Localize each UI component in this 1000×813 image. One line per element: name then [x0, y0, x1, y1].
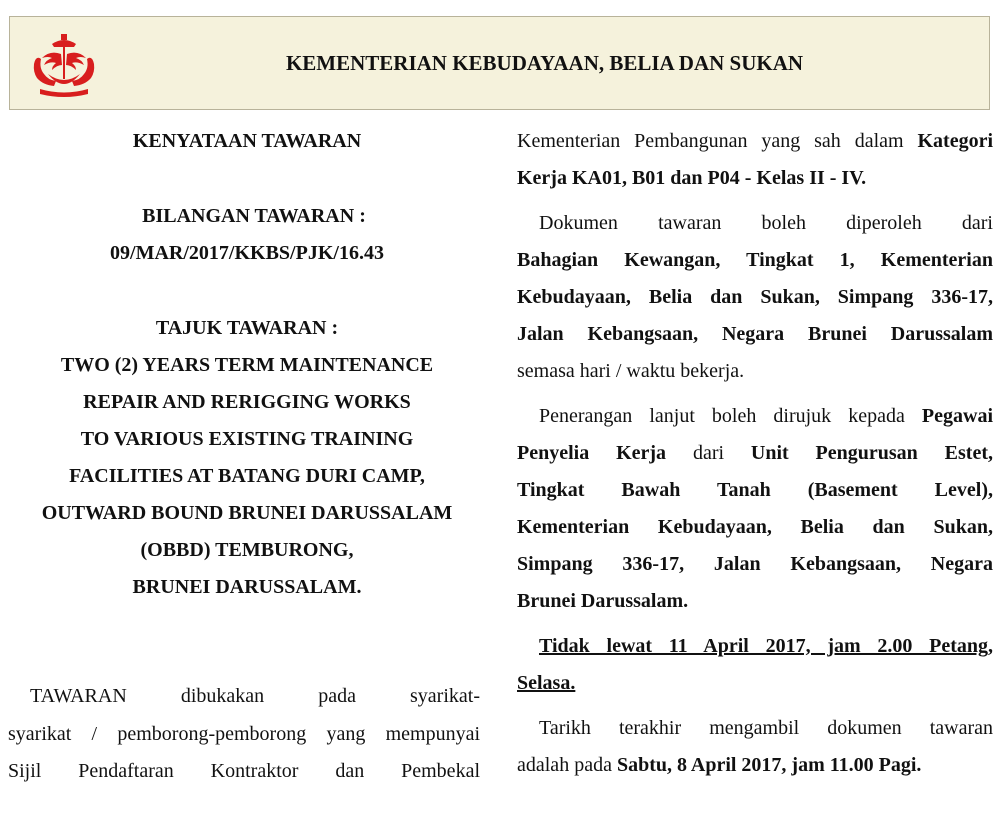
document-collection-paragraph: [517, 205, 993, 390]
tender-number-value: 09/MAR/2017/KKBS/PJK/16.43: [110, 242, 384, 264]
address-line: Jalan Kebangsaan, Negara Brunei Darussalam: [517, 323, 993, 345]
header-banner: [9, 16, 990, 110]
tender-title-line: FACILITIES AT BATANG DURI CAMP,: [69, 465, 425, 487]
tender-title-line: TO VARIOUS EXISTING TRAINING: [80, 428, 414, 450]
eligibility-paragraph: [8, 678, 480, 791]
address-line: Tingkat Bawah Tanah (Basement Level),: [517, 479, 993, 501]
category-highlight: Kerja KA01, B01 dan P04 - Kelas II - IV.: [517, 167, 867, 189]
deadline-line: Selasa.: [517, 672, 576, 694]
unit-highlight: Unit Pengurusan Estet,: [750, 442, 993, 464]
tender-number-label: BILANGAN TAWARAN :: [142, 205, 366, 227]
address-line: Kementerian Kebudayaan, Belia dan Sukan,: [517, 516, 993, 538]
tender-title-line: REPAIR AND RERIGGING WORKS: [83, 391, 411, 413]
address-line: Bahagian Kewangan, Tingkat 1, Kementerian: [517, 249, 993, 271]
closing-deadline: [517, 628, 993, 702]
contractor-registration-paragraph: [517, 123, 993, 197]
tender-title-line: OUTWARD BOUND BRUNEI DARUSSALAM: [41, 502, 453, 524]
paragraph-line: Penyelia Kerja dari Unit Pengurusan Estet,: [517, 442, 993, 464]
paragraph-line: syarikat / pemborong-pemborong yang mempunyai: [8, 722, 480, 745]
further-info-paragraph: [517, 398, 993, 620]
tender-title-line: TWO (2) YEARS TERM MAINTENANCE: [60, 354, 434, 376]
paragraph-line: Sijil Pendaftaran Kontraktor dan Pembekal: [8, 760, 480, 782]
date-highlight: Sabtu, 8 April 2017, jam 11.00 Pagi.: [616, 754, 922, 776]
paragraph-line: Tarikh terakhir mengambil dokumen tawaran: [539, 717, 993, 739]
address-line: Simpang 336-17, Jalan Kebangsaan, Negara: [517, 553, 993, 575]
paragraph-line: Dokumen tawaran boleh diperoleh dari: [539, 212, 993, 234]
address-line: Brunei Darussalam.: [517, 590, 689, 612]
paragraph-line: Kementerian Pembangunan yang sah dalam Kategori: [517, 130, 994, 152]
right-column: [517, 123, 993, 792]
paragraph-line: adalah pada Sabtu, 8 April 2017, jam 11.00 Pagi.: [517, 754, 922, 776]
officer-highlight: Pegawai: [921, 405, 993, 427]
document-collection-deadline: [517, 710, 993, 784]
officer-highlight: Penyelia Kerja: [517, 442, 667, 464]
left-column: [0, 123, 494, 791]
paragraph-line: semasa hari / waktu bekerja.: [517, 360, 745, 382]
tender-title-line: BRUNEI DARUSSALAM.: [132, 576, 362, 598]
category-highlight: Kategori: [917, 130, 994, 152]
address-line: Kebudayaan, Belia dan Sukan, Simpang 336-17,: [517, 286, 993, 308]
paragraph-line: Penerangan lanjut boleh dirujuk kepada Pegawai: [539, 405, 993, 427]
brunei-crest-icon: [28, 28, 100, 100]
paragraph-line: TAWARAN dibukakan pada syarikat-: [30, 685, 480, 707]
tender-title-label: TAJUK TAWARAN :: [155, 317, 339, 339]
ministry-title: KEMENTERIAN KEBUDAYAAN, BELIA DAN SUKAN: [285, 51, 804, 75]
notice-heading: KENYATAAN TAWARAN: [132, 130, 362, 152]
tender-title-line: (OBBD) TEMBURONG,: [140, 539, 354, 561]
deadline-line: Tidak lewat 11 April 2017, jam 2.00 Petang,: [539, 635, 993, 657]
